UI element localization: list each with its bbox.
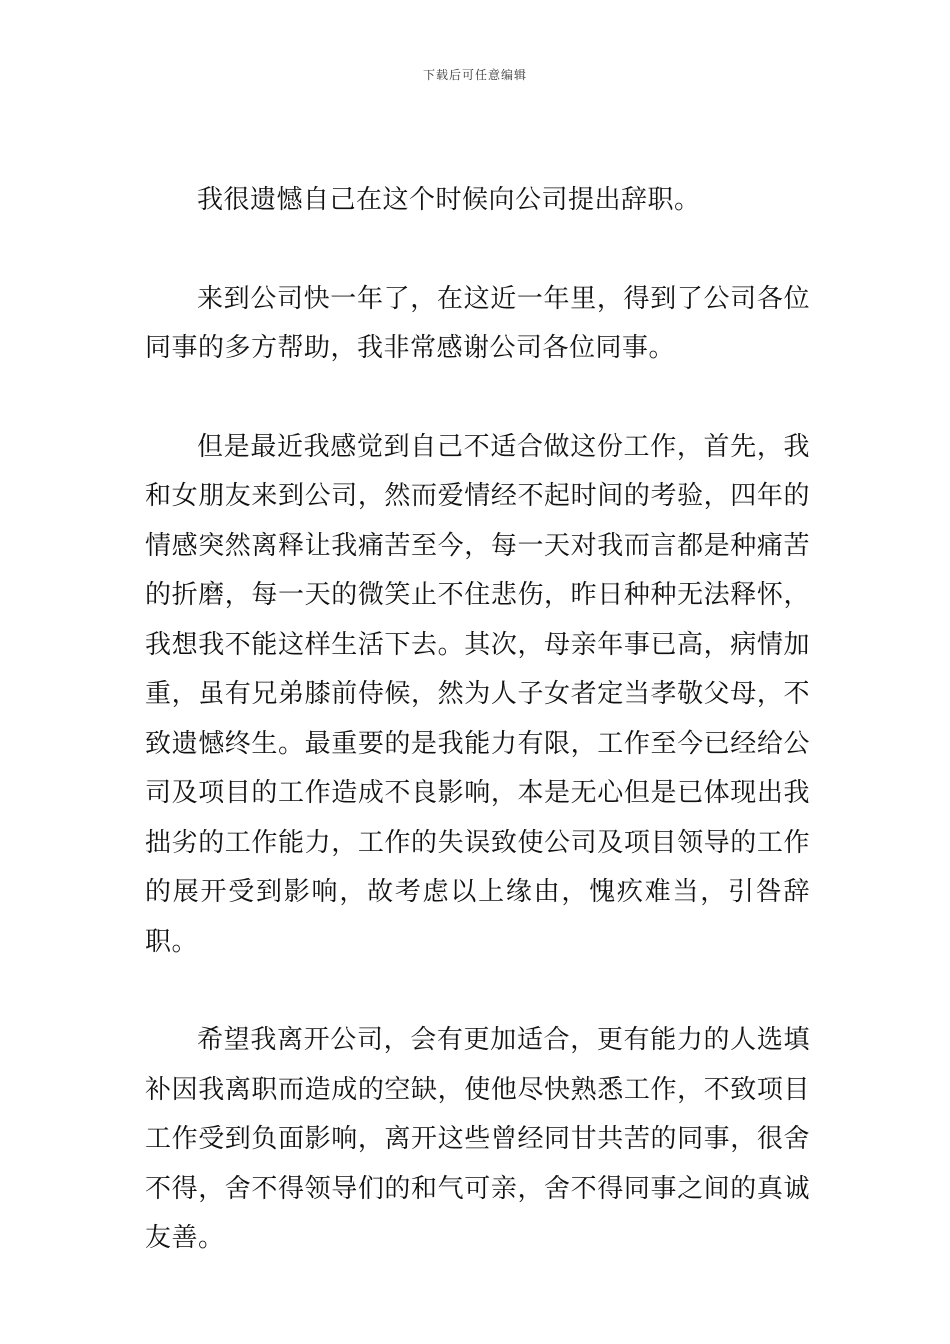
header-note: 下载后可任意编辑 bbox=[422, 68, 527, 82]
paragraph-wishes: 希望我离开公司，会有更加适合，更有能力的人选填补因我离职而造成的空缺，使他尽快熟悉工作，不致项目工作受到负面影响，离开这些曾经同甘共苦的同事，很舍不得，舍不得领导们的和气可亲，舍不得同事之间的真诚友善。 bbox=[145, 1025, 810, 1253]
paragraph-reasons: 但是最近我感觉到自己不适合做这份工作，首先，我和女朋友来到公司，然而爱情经不起时间的考验，四年的情感突然离释让我痛苦至今，每一天对我而言都是种痛苦的折磨，每一天的微笑止不住悲伤，昨日种种无法释怀，我想我不能这样生活下去。其次，母亲年事已高，病情加重，虽有兄弟膝前侍候，然为人子女者定当孝敬父母，不致遗憾终生。最重要的是我能力有限，工作至今已经给公司及项目的工作造成不良影响，本是无心但是已体现出我拙劣的工作能力，工作的失误致使公司及项目领导的工作的展开受到影响，故考虑以上缘由，愧疚难当，引咎辞职。 bbox=[145, 431, 810, 957]
document-body bbox=[145, 176, 810, 1264]
paragraph-gratitude: 来到公司快一年了，在这近一年里，得到了公司各位同事的多方帮助，我非常感谢公司各位同事。 bbox=[145, 283, 810, 363]
paragraph-resignation-statement: 我很遗憾自己在这个时候向公司提出辞职。 bbox=[197, 185, 701, 215]
